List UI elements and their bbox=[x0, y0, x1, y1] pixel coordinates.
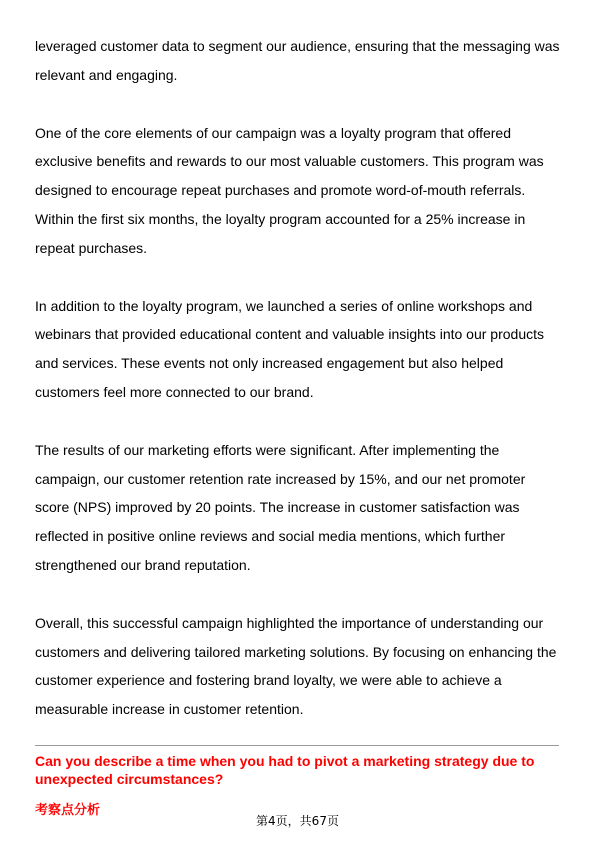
paragraph-overall: Overall, this successful campaign highlighted the importance of understanding our customers and delivering tailored marketing solutions. By focusing on enhancing the customer experience and fostering brand loyalty, we were able to achieve a measurable increase in customer retention. bbox=[35, 614, 557, 718]
paragraph-online-workshops: In addition to the loyalty program, we launched a series of online workshops and webinars that provided educational content and valuable insights into our products and services. These events not only increased engagement but also helped customers feel more connected to our brand. bbox=[35, 297, 544, 400]
interview-question: Can you describe a time when you had to pivot a marketing strategy due to unexpected circumstances? bbox=[35, 752, 535, 787]
paragraph-results: The results of our marketing efforts were significant. After implementing the campaign, our customer retention rate increased by 15%, and our net promoter score (NPS) improved by 20 points. The increase in customer satisfaction was reflected in positive online reviews and social media mentions, which further strengthened our brand reputation. bbox=[35, 441, 526, 573]
document-body bbox=[35, 32, 561, 820]
analysis-heading: 考察点分析 bbox=[35, 802, 101, 818]
paragraph-loyalty-program: One of the core elements of our campaign was a loyalty program that offered exclusive benefits and rewards to our most valuable customers. This program was designed to encourage repeat purchases and promote word-of-mouth referrals. Within the first six months, the loyalty program accounted for a 25% increase in repeat purchases. bbox=[35, 124, 544, 256]
paragraph-continuation: leveraged customer data to segment our audience, ensuring that the messaging was relevant and engaging. bbox=[35, 38, 560, 83]
page-number-footer: 第4页，共67页 bbox=[256, 814, 339, 828]
section-divider bbox=[35, 745, 559, 746]
